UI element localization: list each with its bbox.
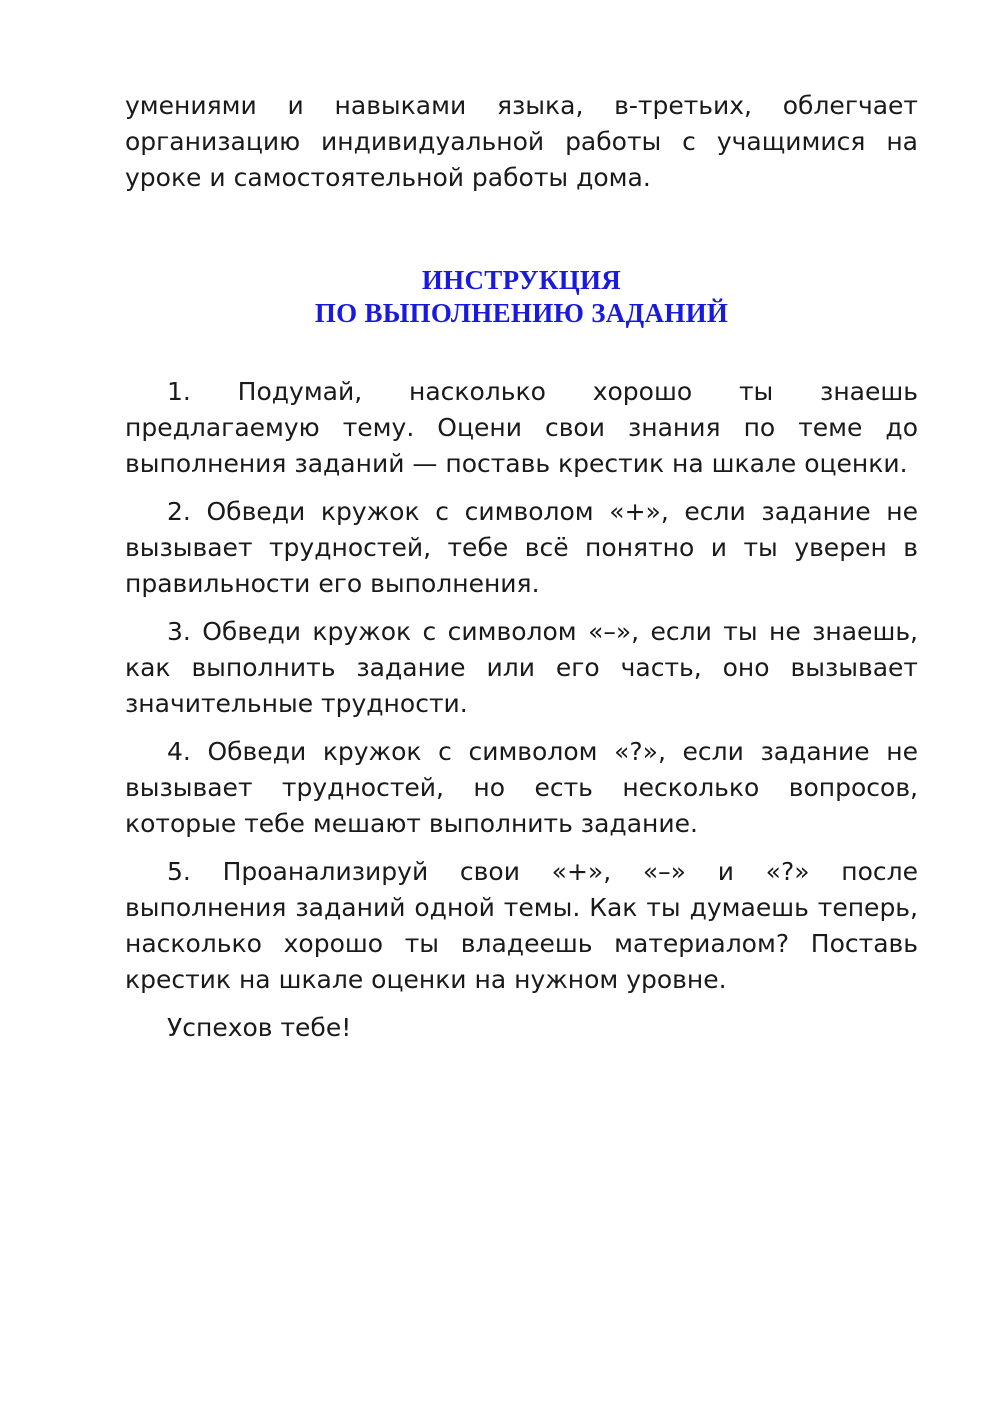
heading-line-2: ПО ВЫПОЛНЕНИЮ ЗАДАНИЙ [314,298,729,328]
instruction-item-1: 1. Подумай, насколько хорошо ты знаешь предлагаемую тему. Оцени свои знания по теме до выполнения заданий — поставь крестик на шкале оценки. [125,377,918,478]
instruction-item-3: 3. Обведи кружок с символом «–», если ты не знаешь, как выполнить задание или его часть, оно вызывает значительные трудности. [125,617,918,718]
intro-paragraph: умениями и навыками языка, в-третьих, облегчает организацию индивидуальной работы с учащимися на уроке и самостоятельной работы дома. [125,91,918,192]
document-page [125,88,918,1046]
instruction-item-4: 4. Обведи кружок с символом «?», если задание не вызывает трудностей, но есть несколько вопросов, которые тебе мешают выполнить задание. [125,737,918,838]
instruction-item-2: 2. Обведи кружок с символом «+», если задание не вызывает трудностей, тебе всё понятно и ты уверен в правильности его выполнения. [125,497,918,598]
instruction-list [125,374,918,1046]
closing-line: Успехов тебе! [167,1013,352,1042]
section-heading [125,264,918,330]
heading-line-1: ИНСТРУКЦИЯ [421,265,622,295]
instruction-item-5: 5. Проанализируй свои «+», «–» и «?» после выполнения заданий одной темы. Как ты думаешь теперь, насколько хорошо ты владеешь материалом? Поставь крестик на шкале оценки на нужном уровне. [125,857,918,994]
